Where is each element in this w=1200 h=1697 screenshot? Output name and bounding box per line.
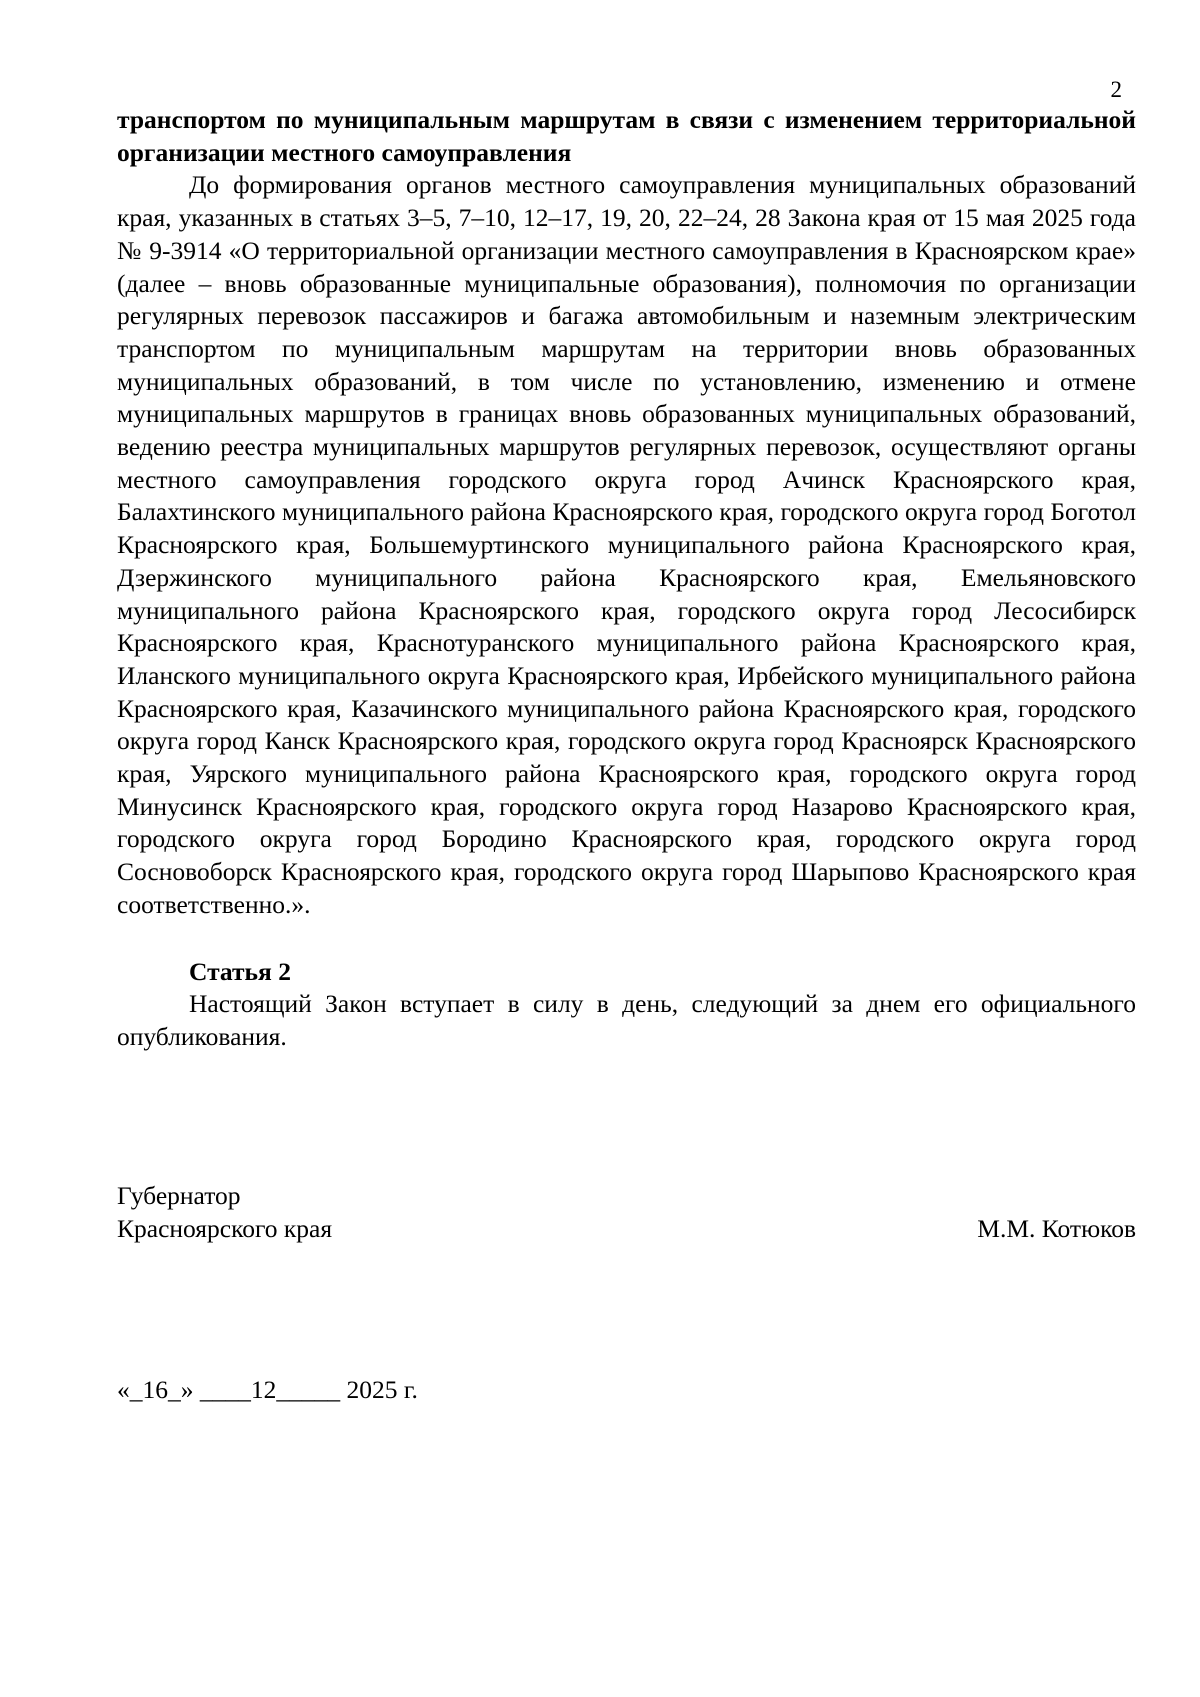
- article-2-title: Статья 2: [189, 956, 291, 986]
- paragraph: До формирования органов местного самоуправления муниципальных образований края, указанных в статьях 3–5, 7–10, 12–17, 19, 20, 22–24, 28 Закона края от 15 мая 2025 года № 9-3914 «О территориальной организации местного самоуправления в Красноярском крае» (далее – вновь образованные муниципальные образования), полномочия по организации регулярных перевозок пассажиров и багажа автомобильным и наземным электрическим транспортом по муниципальным маршрутам на территории вновь образованных муниципальных образований, в том числе по установлению, изменению и отмене муниципальных маршрутов в границах вновь образованных муниципальных образований, ведению реестра муниципальных маршрутов регулярных перевозок, осуществляют органы местного самоуправления городского округа город Ачинск Красноярского края, Балахтинского муниципального района Красноярского края, городского округа город Боготол Красноярского края, Большемуртинского муниципального района Красноярского края, Дзержинского муниципального района Красноярского края, Емельяновского муниципального района Красноярского края, городского округа город Лесосибирск Красноярского края, Краснотуранского муниципального района Красноярского края, Иланского муниципального округа Красноярского края, Ирбейского муниципального района Красноярского края, Казачинского муниципального района Красноярского края, городского округа город Канск Красноярского края, городского округа город Красноярск Красноярского края, Уярского муниципального района Красноярского края, городского округа город Минусинск Красноярского края, городского округа город Назарово Красноярского края, городского округа город Бородино Красноярского края, городского округа город Сосновоборск Красноярского края, городского округа город Шарыпово Красноярского края соответственно.».: [117, 170, 1136, 919]
- signatory-position-line-2: Красноярского края: [117, 1213, 333, 1243]
- signatory-name: М.М. Котюков: [977, 1213, 1136, 1243]
- document-body: [117, 104, 1136, 1054]
- article-2-text: Настоящий Закон вступает в силу в день, следующий за днем его официального опубликования.: [117, 989, 1136, 1051]
- page-number: 2: [1110, 77, 1122, 102]
- signature-row: [117, 1213, 1136, 1246]
- section-heading: транспортом по муниципальным маршрутам в связи с изменением территориальной организации местного самоуправления: [117, 105, 1136, 167]
- signing-date: «_16_» ____12_____ 2025 г.: [117, 1375, 418, 1404]
- signature-block: [117, 1180, 1136, 1245]
- signatory-position-line-1: Губернатор: [117, 1181, 241, 1210]
